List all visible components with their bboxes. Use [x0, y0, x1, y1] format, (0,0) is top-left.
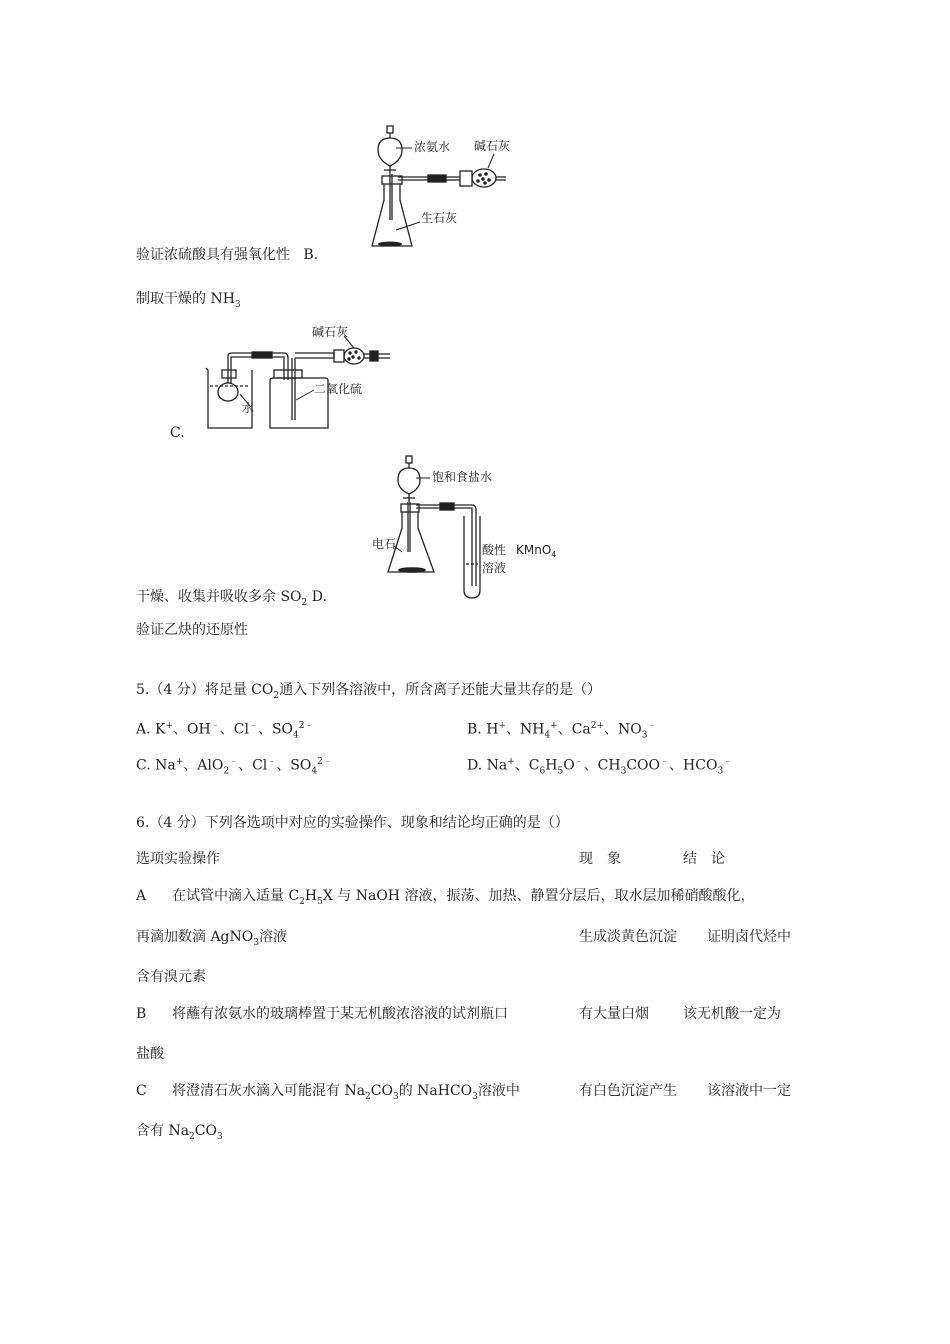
q6-header-conclusion: 结 论: [683, 851, 725, 867]
q6-header-phenomenon: 现 象: [579, 851, 621, 867]
q6-row-c-letter: C: [136, 1083, 147, 1099]
q6-row-c-conclusion-1: 该溶液中一定: [707, 1083, 791, 1099]
q6-row-a-phenomenon: 生成淡黄色沉淀: [579, 929, 677, 945]
q6-row-b-conclusion-1: 该无机酸一定为: [683, 1006, 781, 1022]
figure-d-label-solution: 溶液: [482, 561, 507, 575]
q4-d-caption: 验证乙炔的还原性: [136, 622, 248, 638]
q6-header-option-op: 选项实验操作: [136, 851, 220, 867]
q6-row-c-conclusion-2: 含有 $Na_2CO_3$: [136, 1123, 223, 1142]
q6-row-a-conclusion-2: 含有溴元素: [136, 969, 206, 985]
q4-b-caption: 制取干燥的 $NH_3$: [136, 291, 241, 310]
q5-option-c[interactable]: C. Na+、AlO$_2$﹣、Cl﹣、$SO_4^{2﹣}$: [136, 757, 332, 777]
figure-d-label-calcium-carbide: 电石: [372, 537, 397, 551]
figure-b-label-quicklime: 生石灰: [421, 211, 458, 225]
q5-option-b[interactable]: B. H+、$NH_4^+$、$Ca^{2+}$、$NO_3^﹣$: [467, 721, 657, 741]
q6-stem: 6.（4 分）下列各选项中对应的实验操作、现象和结论均正确的是（）: [136, 815, 569, 831]
q4-c-caption: 干燥、收集并吸收多余 $SO_2$ D.: [136, 589, 327, 608]
figure-c-label-soda-lime: 碱石灰: [312, 325, 349, 339]
q6-row-a-letter: A: [136, 888, 147, 904]
q4-a-caption: 验证浓硫酸具有强氧化性 B.: [136, 247, 319, 263]
figure-c-label-so2: 二氧化硫: [314, 382, 363, 396]
q4-b-marker: B.: [303, 247, 319, 263]
figure-d-apparatus: [368, 452, 568, 604]
figure-c-label-water: 水: [242, 401, 255, 415]
q6-row-c-phenomenon: 有白色沉淀产生: [579, 1083, 677, 1099]
q4-c-marker: C.: [170, 425, 185, 441]
q6-row-c-op: 将澄清石灰水滴入可能混有 $Na_2CO_3$的 NaHCO$_3$溶液中: [172, 1083, 520, 1102]
figure-d-label-kmno4: KMnO$_4$: [516, 543, 557, 559]
q5-stem: 5.（4 分）将足量 $CO_2$通入下列各溶液中，所含离子还能大量共存的是（）: [136, 682, 602, 701]
q6-row-b-phenomenon: 有大量白烟: [579, 1006, 649, 1022]
q5-option-d[interactable]: D. Na+、$C_6H_5O^﹣$、$CH_3COO^﹣$、$HCO_3^﹣$: [467, 757, 733, 777]
figure-d-label-acidic: 酸性: [482, 543, 507, 557]
q6-row-b-conclusion-2: 盐酸: [136, 1046, 164, 1062]
figure-c-apparatus: [204, 320, 394, 432]
figure-d-svg: [368, 452, 568, 604]
q5-option-a[interactable]: A. K+、OH﹣、Cl﹣、$SO_4^{2﹣}$: [136, 721, 314, 741]
figure-b-svg: [368, 120, 528, 252]
q6-row-b-op: 将蘸有浓氨水的玻璃棒置于某无机酸浓溶液的试剂瓶口: [172, 1006, 508, 1022]
figure-b-apparatus: [368, 120, 528, 252]
figure-d-label-brine: 饱和食盐水: [432, 470, 493, 484]
q6-row-a-op-line2: 再滴加数滴 AgNO$_3$溶液: [136, 929, 287, 948]
q6-row-a-conclusion-1: 证明卤代烃中: [707, 929, 791, 945]
figure-b-label-soda-lime: 碱石灰: [474, 139, 511, 153]
q4-d-marker: D.: [311, 589, 327, 605]
q6-row-a-op-line1: 在试管中滴入适量 $C_2H_5X$ 与 NaOH 溶液，振荡、加热、静置分层后，取水层加稀硝酸酸化，: [172, 888, 755, 907]
figure-b-label-ammonia: 浓氨水: [414, 140, 451, 154]
figure-c-svg: [204, 320, 394, 432]
q6-row-b-letter: B: [136, 1006, 147, 1022]
